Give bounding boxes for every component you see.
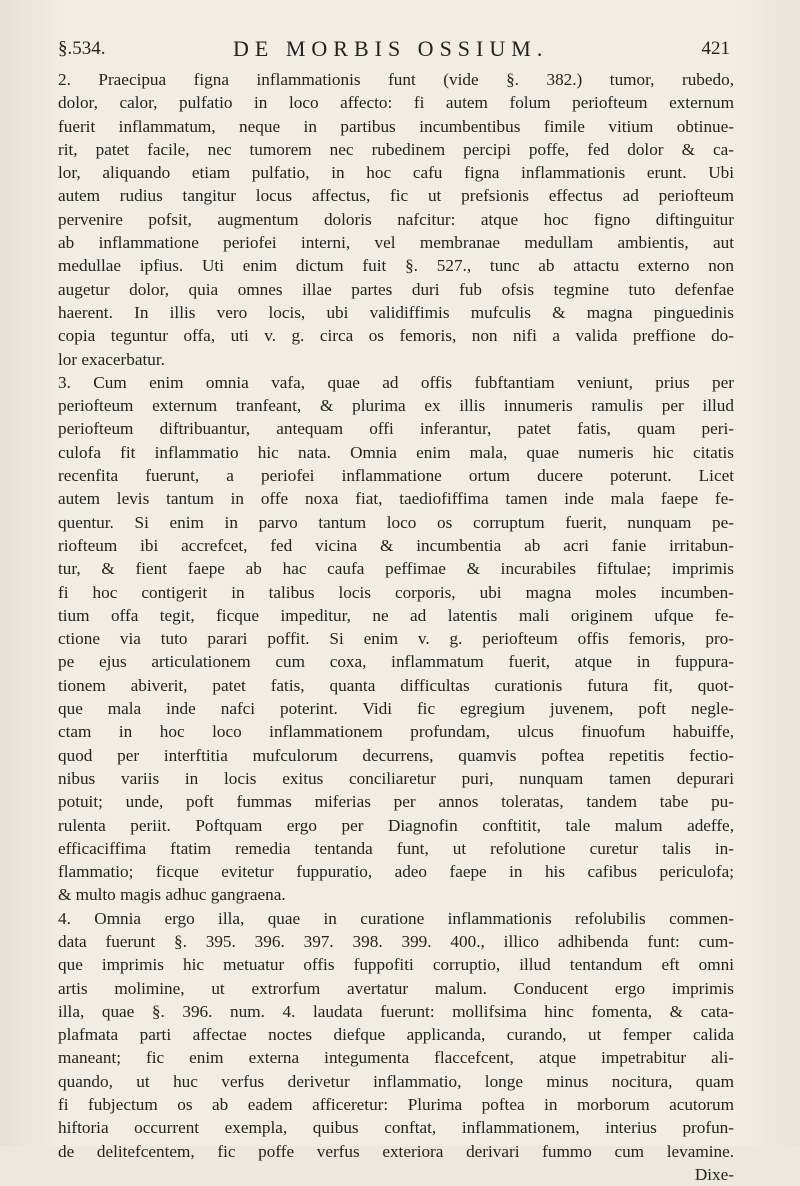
text-line: ctam in hoc loco inflammationem profundam, ulcus finuofum habuiffe, — [58, 722, 734, 742]
text-line: potuit; unde, poft fummas miferias per annos toleratas, tandem tabe pu- — [58, 792, 734, 812]
text-line: periofteum diftribuantur, antequam offi inferantur, patet fatis, quam peri- — [58, 419, 734, 439]
text-line: fuerit inflammatum, neque in partibus incumbentibus fimile vitium obtinue- — [58, 116, 734, 136]
text-line: pervenire pofsit, augmentum doloris nafcitur: atque hoc figno diftinguitur — [58, 209, 734, 229]
section-reference: §.534. — [58, 38, 106, 59]
text-line: culofa fit inflammatio hic nata. Omnia enim mala, quae numeris hic citatis — [58, 442, 734, 462]
running-header — [58, 30, 730, 64]
text-line: tium offa tegit, ficque impeditur, ne ad latentis mali originem ufque fe- — [58, 605, 734, 625]
text-line: rulenta periit. Poftquam ergo per Diagnofin conftitit, tale malum adeffe, — [58, 815, 734, 835]
text-line: maneant; fic enim externa integumenta flaccefcent, atque impetrabitur ali- — [58, 1048, 734, 1068]
text-line: lor, aliquando etiam pulfatio, in hoc cafu figna inflammationis erunt. Ubi — [58, 163, 734, 183]
text-line: hiftoria occurrent exempla, quibus conftat, inflammationem, interius profun- — [58, 1118, 734, 1138]
text-line: dolor, calor, pulfatio in loco affecto: fi autem folum periofteum externum — [58, 93, 734, 113]
text-line: periofteum externum tranfeant, & plurima ex illis innumeris ramulis per illud — [58, 396, 734, 416]
text-line: artis molimine, ut extrorfum avertatur malum. Conducent ergo imprimis — [58, 978, 734, 998]
text-line: ctione via tuto parari poffit. Si enim v. g. periofteum offis femoris, pro- — [58, 629, 734, 649]
text-line: flammatio; ficque evitetur fuppuratio, adeo faepe in his cafibus periculofa; — [58, 862, 734, 882]
text-line: illa, quae §. 396. num. 4. laudata fuerunt: mollifsima hinc fomenta, & cata- — [58, 1001, 734, 1021]
text-line: riofteum ibi accrefcet, fed vicina & incumbentia ab acri fanie irritabun- — [58, 535, 734, 555]
text-line: fi hoc contigerit in talibus locis corporis, ubi magna moles incumben- — [58, 582, 734, 602]
text-line: data fuerunt §. 395. 396. 397. 398. 399. 400., illico adhibenda funt: cum- — [58, 931, 734, 951]
text-line: 2. Praecipua figna inflammationis funt (vide §. 382.) tumor, rubedo, — [58, 70, 734, 89]
text-line: tionem abiverit, patet fatis, quanta difficultas curationis futura fit, quot- — [58, 675, 734, 695]
main-text — [58, 68, 734, 1186]
text-line: nibus variis in locis exitus conciliaretur puri, nunquam tamen depurari — [58, 768, 734, 788]
text-line: autem rudius tangitur locus affectus, fic ut prefsionis effectus ad periofteum — [58, 186, 734, 206]
text-line: plafmata parti affectae noctes diefque applicanda, curando, ut femper calida — [58, 1025, 734, 1045]
text-line: efficaciffima ftatim remedia tentanda funt, ut refolutione curetur talis in- — [58, 838, 734, 858]
text-line: lor exacerbatur. — [58, 349, 165, 369]
text-line: ab inflammatione periofei interni, vel membranae medullam ambientis, aut — [58, 233, 734, 253]
text-line: quentur. Si enim in parvo tantum loco os corruptum fuerit, nunquam pe- — [58, 512, 734, 532]
text-line: que mala inde nafci poterint. Vidi fic egregium juvenem, poft negle- — [58, 699, 734, 719]
text-line: 3. Cum enim omnia vafa, quae ad offis fubftantiam veniunt, prius per — [58, 372, 734, 392]
text-line: tur, & fient faepe ab hac caufa peffimae & incurabiles fiftulae; imprimis — [58, 559, 734, 579]
text-line: autem levis tantum in offe noxa fiat, taediofiffima tamen inde mala faepe fe- — [58, 489, 734, 509]
text-line: fi fubjectum os ab eadem afficeretur: Plurima poftea in morborum acutorum — [58, 1095, 734, 1115]
text-line: & multo magis adhuc gangraena. — [58, 885, 286, 905]
text-line: quando, ut huc verfus derivetur inflammatio, longe minus nocitura, quam — [58, 1071, 734, 1091]
text-line: de delitefcentem, fic poffe verfus exteriora derivari fummo cum levamine. — [58, 1141, 734, 1161]
text-line: que imprimis hic metuatur offis fuppofiti corruptio, illud tentandum eft omni — [58, 955, 734, 975]
catchword: Dixe- — [694, 1164, 734, 1184]
text-line: recenfita fuerunt, a periofei inflammatione ortum ducere poterunt. Licet — [58, 466, 734, 486]
running-title: DE MORBIS OSSIUM. — [233, 36, 549, 61]
text-line: copia teguntur offa, uti v. g. circa os femoris, non nifi a valida preffione do- — [58, 326, 734, 346]
text-line: quod per interftitia mufculorum decurrens, quamvis poftea repetitis fectio- — [58, 745, 734, 765]
text-line: medullae ipfius. Uti enim dictum fuit §. 527., tunc ab attactu externo non — [58, 256, 734, 276]
page-number: 421 — [701, 38, 730, 59]
text-line: rit, patet facile, nec tumorem nec rubedinem percipi poffe, fed dolor & ca- — [58, 139, 734, 159]
text-line: haerent. In illis vero locis, ubi validiffimis mufculis & magna pinguedinis — [58, 302, 734, 322]
text-line: augetur dolor, quia omnes illae partes duri fub ofsis tegmine tuto defenfae — [58, 279, 734, 299]
text-line: 4. Omnia ergo illa, quae in curatione inflammationis refolubilis commen- — [58, 908, 734, 928]
text-line: pe ejus articulationem cum coxa, inflammatum fuerit, atque in fuppura- — [58, 652, 734, 672]
